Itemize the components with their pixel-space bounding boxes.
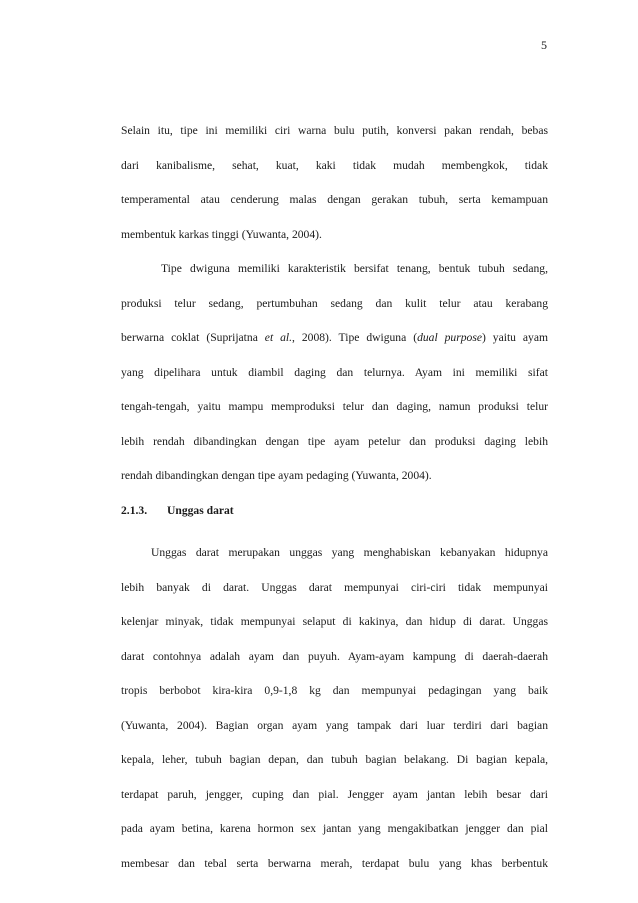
text-line: kelenjar minyak, tidak mempunyai selaput di kakinya, dan hidup di darat. Unggas [121, 615, 548, 628]
text-line: tropis berbobot kira-kira 0,9-1,8 kg dan mempunyai pedagingan yang baik [121, 684, 548, 697]
italic-term: dual purpose [417, 331, 482, 344]
text-line: lebih banyak di darat. Unggas darat mempunyai ciri-ciri tidak mempunyai [121, 580, 548, 594]
text-line: yang dipelihara untuk diambil daging dan telurnya. Ayam ini memiliki sifat [121, 365, 548, 379]
paragraph-2 [121, 252, 548, 494]
section-heading [121, 494, 548, 529]
text-line: darat contohnya adalah ayam dan puyuh. Ayam-ayam kampung di daerah-daerah [121, 649, 548, 663]
paragraph-3 [121, 536, 548, 881]
text-line: Selain itu, tipe ini memiliki ciri warna bulu putih, konversi pakan rendah, bebas [121, 124, 548, 137]
text-line [121, 321, 548, 356]
text-line: pada ayam betina, karena hormon sex jantan yang mengakibatkan jengger dan pial [121, 822, 548, 835]
text-line: Unggas darat merupakan unggas yang menghabiskan kebanyakan hidupnya [151, 546, 548, 559]
document-body [121, 114, 548, 881]
text-line: dari kanibalisme, sehat, kuat, kaki tidak mudah membengkok, tidak [121, 158, 548, 172]
text-line: terdapat paruh, jengger, cuping dan pial. Jengger ayam jantan lebih besar dari [121, 787, 548, 801]
text-run: , 2008). Tipe dwiguna ( [292, 331, 418, 344]
paragraph-1 [121, 114, 548, 252]
section-title: Unggas darat [167, 503, 234, 517]
text-line: temperamental atau cenderung malas dengan gerakan tubuh, serta kemampuan [121, 193, 548, 206]
text-line: rendah dibandingkan dengan tipe ayam pedaging (Yuwanta, 2004). [121, 469, 432, 482]
section-number: 2.1.3. [121, 503, 148, 517]
text-line: Tipe dwiguna memiliki karakteristik bersifat tenang, bentuk tubuh sedang, [161, 262, 548, 275]
text-run: berwarna coklat (Suprijatna [121, 331, 265, 344]
text-line: kepala, leher, tubuh bagian depan, dan tubuh bagian belakang. Di bagian kepala, [121, 753, 548, 766]
text-line: lebih rendah dibandingkan dengan tipe ayam petelur dan produksi daging lebih [121, 434, 548, 448]
text-line: (Yuwanta, 2004). Bagian organ ayam yang tampak dari luar terdiri dari bagian [121, 718, 548, 732]
text-line: tengah-tengah, yaitu mampu memproduksi telur dan daging, namun produksi telur [121, 400, 548, 413]
page-number: 5 [541, 38, 547, 52]
spacer [121, 528, 548, 536]
italic-term: et al. [264, 331, 293, 344]
text-line: membentuk karkas tinggi (Yuwanta, 2004). [121, 227, 322, 241]
text-line: membesar dan tebal serta berwarna merah, terdapat bulu yang khas berbentuk [121, 856, 548, 870]
text-run: ) yaitu ayam [481, 331, 549, 344]
text-line: produksi telur sedang, pertumbuhan sedang dan kulit telur atau kerabang [121, 296, 548, 310]
